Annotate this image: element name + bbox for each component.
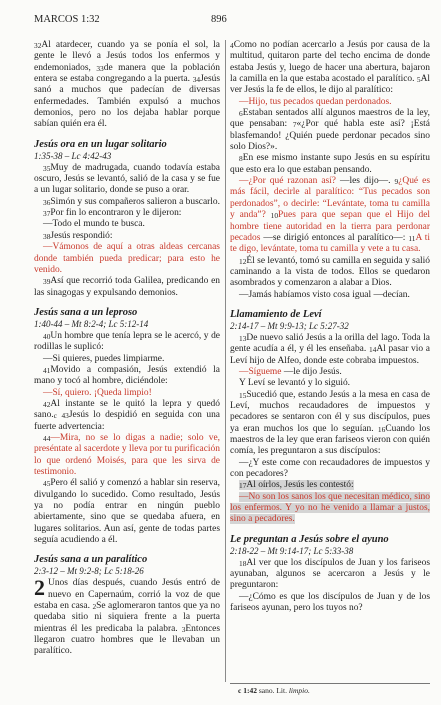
verses-13-14: $^{13}$De nuevo salió Jesús a la orilla del lago. Toda la gente acudía a él, y él les enseñaba. $^{14}$Al pasar vio a Leví hijo de Alfeo, donde este cobraba impuestos. bbox=[230, 332, 431, 366]
verse-40-speech: —Si quieres, puedes limpiarme. bbox=[43, 353, 165, 364]
left-column bbox=[34, 40, 220, 658]
verse-42-43: $^{42}$Al instante se le quitó la lepra y quedó sano.$^c$ $^{43}$Jesús lo despidió en seguida con una fuerte advertencia: bbox=[34, 398, 220, 432]
cross-ref-4: 2:14-17 – Mt 9:9-13; Lc 5:27-32 bbox=[230, 320, 349, 331]
verse-35: $^{35}$Muy de madrugada, cuando todavía estaba oscuro, Jesús se levantó, salió de la casa y se fue a un lugar solitario, donde se puso a orar. bbox=[34, 162, 220, 196]
verse-12: $^{12}$Él se levantó, tomó su camilla en seguida y salió caminando a la vista de todos. Ellos se quedaron asombrados y comenzaron a alabar a Dios. bbox=[230, 255, 430, 289]
page-number: 896 bbox=[211, 14, 227, 25]
cross-ref-3: 2:3-12 – Mt 9:2-8; Lc 5:18-26 bbox=[34, 566, 144, 577]
verse-41-words-of-jesus: —Sí, quiero. ¡Queda limpio! bbox=[43, 387, 152, 398]
verse-36: $^{36}$Simón y sus compañeros salieron a buscarlo. bbox=[43, 196, 220, 207]
verses-6-7: $^6$Estaban sentados allí algunos maestros de la ley, que pensaban: $^7$«¿Por qué habla este así? ¡Está blasfemando! ¿Quién puede perdonar pecados sino solo Dios?». bbox=[230, 108, 430, 153]
right-column bbox=[230, 40, 430, 614]
section-heading-3: Jesús sana a un paralítico bbox=[34, 554, 148, 566]
verses-8-11-dialogue: —¿Por qué razonan así? —les dijo—. $^9$¿Qué es más fácil, decirle al paralítico: “Tus pecados son perdonados”, o decirle: “Levántate, toma tu camilla y anda”? $^{10}$Pues para que sepan que el Hijo del hombre tiene autoridad en la tierra para perdonar pecados —se dirigió entonces al paralítico—: $^{11}$A ti te digo, levántate, toma tu camilla y vete a tu casa. bbox=[230, 176, 431, 255]
cross-ref-2: 1:40-44 – Mt 8:2-4; Lc 5:12-14 bbox=[34, 318, 149, 329]
chapter-2-verses-1-3: 2 Unos días después, cuando Jesús entró de nuevo en Capernaúm, corrió la voz de que estaba en casa. $^2$Se aglomeraron tantos que ya no quedaba sitio ni siquiera frente a la puerta mientras él les predicaba la palabra. $^3$Entonces llegaron cuatro hombres que le llevaban un paralítico. bbox=[34, 575, 220, 657]
column-divider bbox=[225, 40, 226, 682]
section-heading-2: Jesús sana a un leproso bbox=[34, 306, 138, 318]
verses-32-34: $^{32}$Al atardecer, cuando ya se ponía el sol, la gente le llevó a Jesús todos los enfermos y endemoniados, $^{33}$de manera que la población entera se estaba congregando a la puerta. $^{34}$Jesús sanó a muchos que padecían de diversas enfermedades. También expulsó a muchos demonios, pero no los dejaba hablar porque sabían quién era él. bbox=[34, 40, 221, 130]
verse-14-end: Y Leví se levantó y lo siguió. bbox=[239, 378, 351, 389]
verse-39: $^{39}$Así que recorrió toda Galilea, predicando en las sinagogas y expulsando demonios. bbox=[34, 276, 220, 298]
verse-41: $^{41}$Movido a compasión, Jesús extendió la mano y tocó al hombre, diciéndole: bbox=[34, 364, 220, 387]
verse-17: $^{17}$Al oírlos, Jesús les contestó: bbox=[239, 480, 354, 491]
footnote: c 1:42 sano. Lit. limpio. bbox=[238, 686, 310, 695]
footnote-marker: c bbox=[53, 411, 57, 421]
verse-38-words-of-jesus: —Vámonos de aquí a otras aldeas cercanas donde también pueda predicar; para esto he venido. bbox=[34, 242, 220, 275]
verses-4-5: $^4$Como no podían acercarlo a Jesús por causa de la multitud, quitaron parte del techo encima de donde estaba Jesús y, luego de hacer una abertura, bajaron la camilla en la que estaba acostado el paralítico. $^5$Al ver Jesús la fe de ellos, le dijo al paralítico: bbox=[230, 40, 430, 96]
verse-18-speech: —¿Cómo es que los discípulos de Juan y de los fariseos ayunan, pero los tuyos no? bbox=[230, 591, 430, 614]
verse-44-words-of-jesus: $^{44}$—Mira, no se lo digas a nadie; solo ve, preséntate al sacerdote y lleva por tu purificación lo que ordenó Moisés, para que les sirva de testimonio. bbox=[34, 432, 220, 477]
verse-12-speech: —Jamás habíamos visto cosa igual —decían. bbox=[239, 289, 410, 300]
section-heading-4: Llamamiento de Leví bbox=[230, 308, 322, 320]
verse-17-words-of-jesus-highlighted: —No son los sanos los que necesitan médico, sino los enfermos. Y yo no he venido a llamar a justos, sino a pecadores. bbox=[230, 491, 430, 525]
section-heading-5: Le preguntan a Jesús sobre el ayuno bbox=[230, 533, 389, 545]
running-head: MARCOS 1:32 bbox=[34, 14, 100, 25]
cross-ref-5: 2:18-22 – Mt 9:14-17; Lc 5:33-38 bbox=[230, 545, 354, 556]
verse-38: $^{38}$Jesús respondió: bbox=[43, 230, 113, 241]
verse-5-words-of-jesus: —Hijo, tus pecados quedan perdonados. bbox=[239, 96, 392, 107]
page-header bbox=[34, 14, 429, 28]
section-heading-1: Jesús ora en un lugar solitario bbox=[34, 138, 167, 150]
footnote-rule bbox=[230, 683, 430, 684]
cross-ref-1: 1:35-38 – Lc 4:42-43 bbox=[34, 150, 112, 161]
verse-37: $^{37}$Por fin lo encontraron y le dijeron: bbox=[43, 208, 182, 219]
verse-40: $^{40}$Un hombre que tenía lepra se le acercó, y de rodillas le suplicó: bbox=[34, 330, 220, 353]
verse-37-speech: —Todo el mundo te busca. bbox=[43, 219, 145, 230]
verses-15-16: $^{15}$Sucedió que, estando Jesús a la mesa en casa de Leví, muchos recaudadores de impuestos y pecadores se sentaron con él y sus discípulos, pues ya eran muchos los que lo seguían. $^{16}$Cuando los maestros de la ley que eran fariseos vieron con quién comía, les preguntaron a sus discípulos: bbox=[230, 389, 431, 457]
verse-18: $^{18}$Al ver que los discípulos de Juan y los fariseos ayunaban, algunos se acercaron a Jesús y le preguntaron: bbox=[230, 557, 430, 591]
verses-8-11: $^8$En ese mismo instante supo Jesús en su espíritu que esto era lo que estaban pensando. bbox=[230, 153, 430, 175]
verse-16-speech: —¿Y este come con recaudadores de impuestos y con pecadores? bbox=[230, 457, 430, 480]
chapter-number: 2 bbox=[34, 575, 45, 601]
verse-45: $^{45}$Pero él salió y comenzó a hablar sin reserva, divulgando lo sucedido. Como resultado, Jesús ya no podía entrar en ningún pueblo abiertamente, sino que se quedaba afuera, en lugares solitarios. Aun así, gente de todas partes seguía acudiendo a él. bbox=[34, 478, 220, 546]
verse-14-speech: —Sígueme —le dijo Jesús. bbox=[239, 366, 342, 377]
